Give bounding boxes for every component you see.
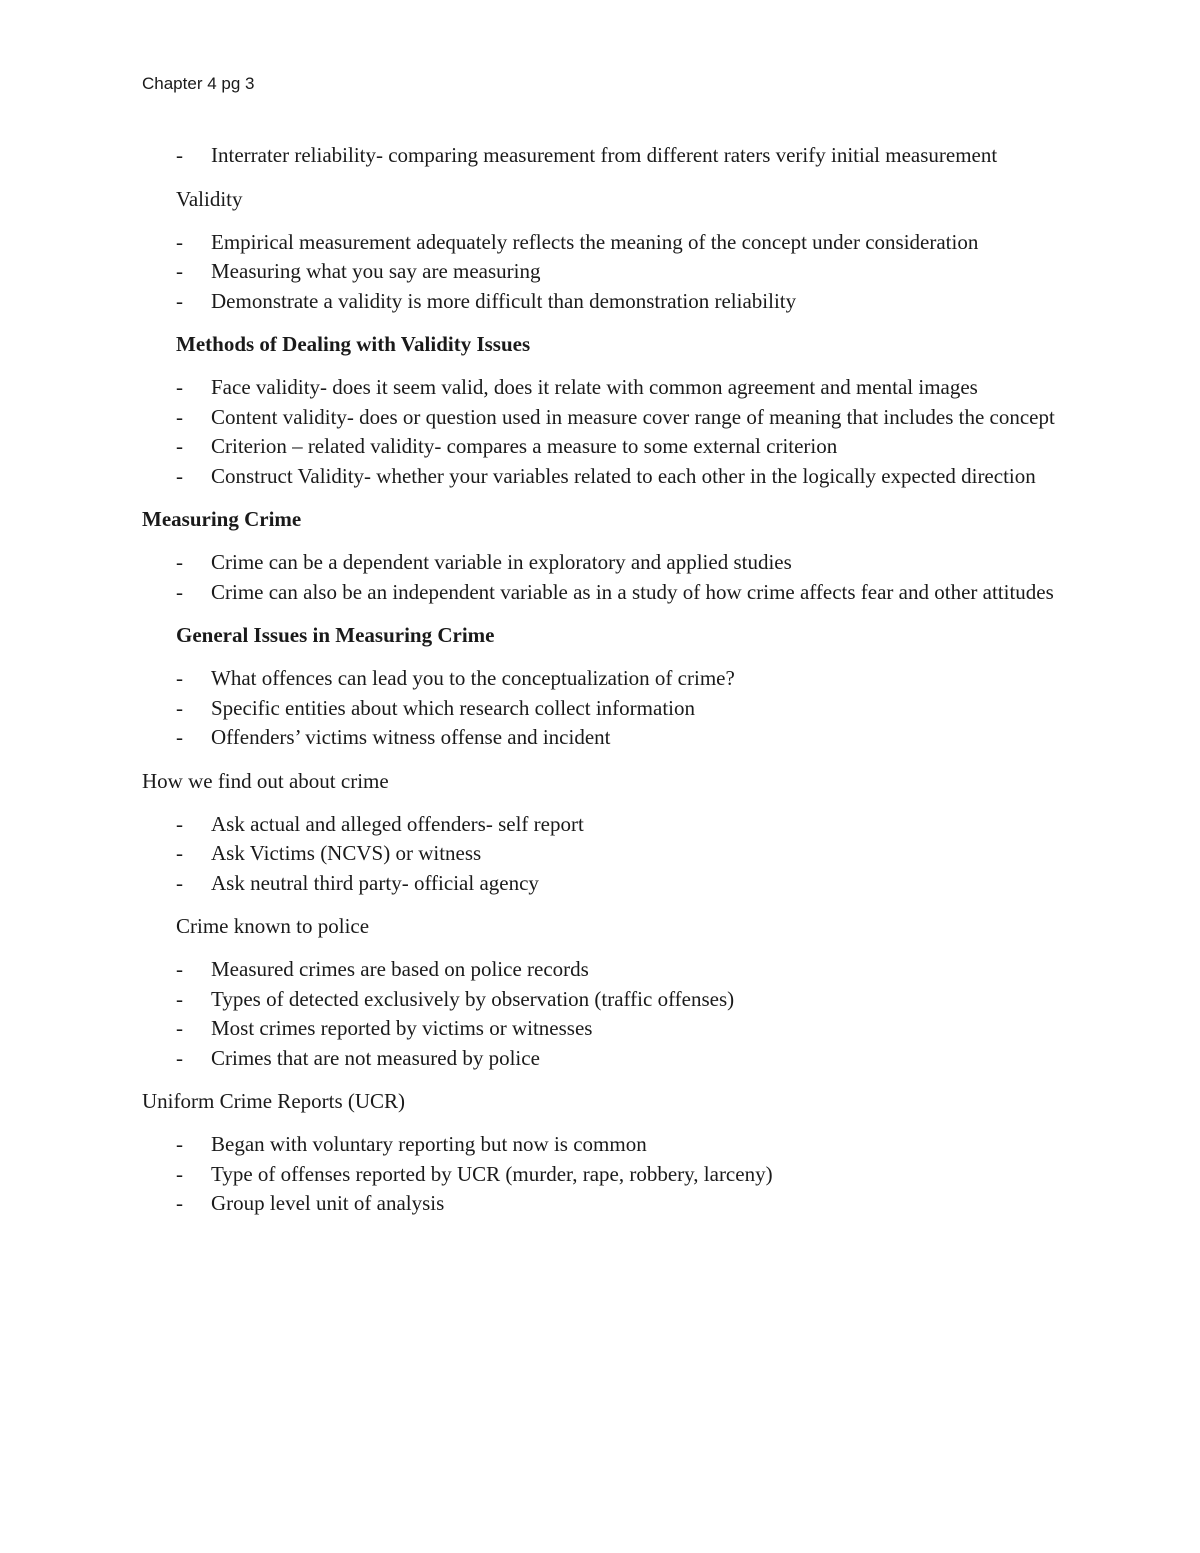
dash-glyph: - [176,404,183,429]
list-item [142,664,1072,694]
bullet-list-general-issues [142,664,1072,753]
bullet-list-crime-known-police [142,955,1072,1073]
heading-measuring-crime: Measuring Crime [142,507,302,531]
dash-glyph: - [176,1016,183,1040]
list-item [142,1130,1072,1160]
list-item-text: Measuring what you say are measuring [211,259,541,283]
bullet-list-how-we-find-out [142,810,1072,899]
list-item-text: Specific entities about which research collect information [211,695,695,720]
list-item [142,548,1072,578]
heading-ucr: Uniform Crime Reports (UCR) [142,1089,406,1113]
list-item-text: Criterion – related validity- compares a measure to some external criterion [211,434,838,458]
heading-crime-known-police: Crime known to police [176,914,370,938]
dash-glyph: - [176,695,183,720]
list-item-text: Content validity- does or question used in measure cover range of meaning that includes the concept [211,404,1055,429]
list-item [142,1160,1072,1190]
dash-glyph: - [176,841,183,865]
list-item [142,1044,1072,1074]
list-item [142,462,1072,492]
list-item [142,287,1072,317]
dash-glyph: - [176,1161,183,1186]
list-item-text: Face validity- does it seem valid, does it relate with common agreement and mental images [211,375,978,399]
list-item [142,141,1072,171]
dash-glyph: - [176,259,183,283]
list-item [142,257,1072,287]
bullet-list-ucr [142,1130,1072,1219]
list-item [142,955,1072,985]
dash-glyph: - [176,288,183,313]
list-item-text: Ask Victims (NCVS) or witness [211,841,482,865]
list-item-text: Types of detected exclusively by observation (traffic offenses) [211,986,735,1011]
list-item [142,228,1072,258]
dash-glyph: - [176,434,183,458]
dash-glyph: - [176,579,183,604]
list-item [142,723,1072,753]
list-item-text: Crime can also be an independent variable as in a study of how crime affects fear and other attitudes [211,579,1054,604]
dash-glyph: - [176,1191,183,1215]
dash-glyph: - [176,143,183,167]
heading-how-we-find-out: How we find out about crime [142,768,389,793]
list-item [142,432,1072,462]
list-item-text: Demonstrate a validity is more difficult than demonstration reliability [211,288,797,313]
list-item [142,839,1072,869]
dash-glyph: - [176,550,183,574]
list-item-text: Most crimes reported by victims or witnesses [211,1016,593,1040]
bullet-list-measuring-crime [142,548,1072,607]
list-item-text: Offenders’ victims witness offense and incident [211,725,611,749]
heading-methods-validity: Methods of Dealing with Validity Issues [176,332,531,356]
list-item-text: Construct Validity- whether your variables related to each other in the logically expected direction [211,463,1036,488]
bullet-list-interrater [142,141,1072,171]
dash-glyph: - [176,666,183,690]
list-item [142,810,1072,840]
list-item-text: Empirical measurement adequately reflects the meaning of the concept under consideration [211,229,979,254]
list-item-text: Crime can be a dependent variable in exploratory and applied studies [211,550,792,574]
bullet-list-validity [142,228,1072,317]
list-item [142,985,1072,1015]
list-item [142,869,1072,899]
list-item-text: Crimes that are not measured by police [211,1045,540,1070]
list-item-text: Type of offenses reported by UCR (murder, rape, robbery, larceny) [211,1161,773,1186]
dash-glyph: - [176,957,183,981]
list-item-text: Measured crimes are based on police records [211,957,589,981]
list-item [142,1014,1072,1044]
list-item [142,1189,1072,1219]
list-item [142,694,1072,724]
dash-glyph: - [176,1045,183,1070]
document-body [142,141,1072,1233]
list-item-text: Ask neutral third party- official agency [211,870,539,895]
dash-glyph: - [176,811,183,836]
heading-general-issues: General Issues in Measuring Crime [176,623,495,647]
list-item [142,373,1072,403]
heading-validity: Validity [176,186,243,211]
dash-glyph: - [176,463,183,488]
dash-glyph: - [176,375,183,399]
list-item-text: Ask actual and alleged offenders- self report [211,811,584,836]
bullet-list-methods [142,373,1072,491]
page-header: Chapter 4 pg 3 [142,74,255,93]
dash-glyph: - [176,1132,183,1156]
dash-glyph: - [176,986,183,1011]
dash-glyph: - [176,229,183,254]
list-item-text: Group level unit of analysis [211,1191,445,1215]
dash-glyph: - [176,870,183,895]
list-item-text: Interrater reliability- comparing measurement from different raters verify initial measurement [211,143,998,167]
dash-glyph: - [176,725,183,749]
list-item-text: What offences can lead you to the conceptualization of crime? [211,666,735,690]
list-item [142,403,1072,433]
list-item-text: Began with voluntary reporting but now is common [211,1132,647,1156]
list-item [142,578,1072,608]
